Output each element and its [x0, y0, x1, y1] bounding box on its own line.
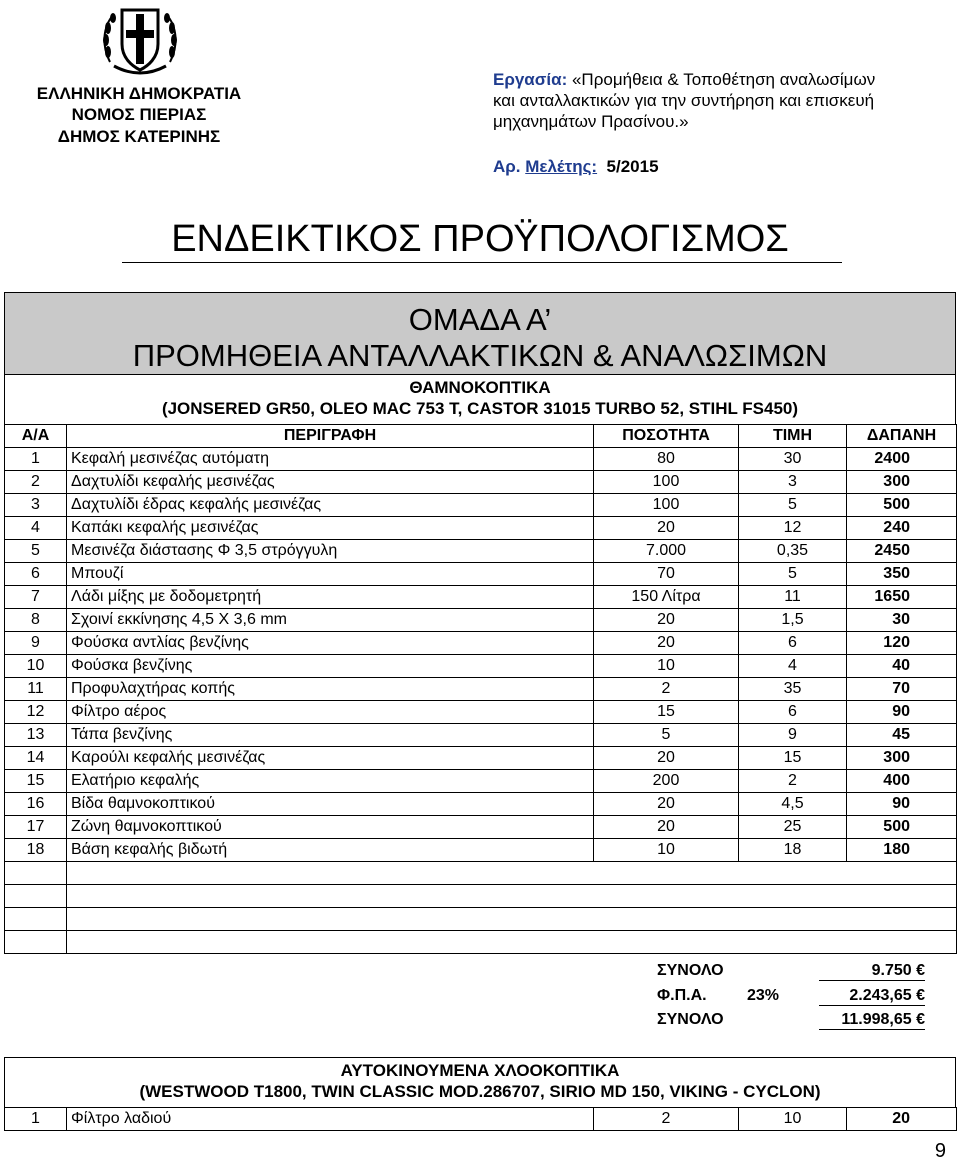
- row-description: Φίλτρο λαδιού: [67, 1108, 594, 1131]
- empty-cell: [67, 908, 594, 931]
- empty-cell: [5, 931, 67, 954]
- table-header-row: [5, 425, 957, 448]
- row-cost: 180: [847, 839, 957, 862]
- table-row: [5, 586, 957, 609]
- row-description: Δαχτυλίδι κεφαλής μεσινέζας: [67, 471, 594, 494]
- authority-line-2: ΝΟΜΟΣ ΠΙΕΡΙΑΣ: [71, 105, 207, 124]
- table-row: [5, 724, 957, 747]
- empty-cell: [67, 885, 594, 908]
- row-quantity: 7.000: [594, 540, 739, 563]
- row-description: Βίδα θαμνοκοπτικού: [67, 793, 594, 816]
- row-number: 2: [5, 471, 67, 494]
- empty-cell: [5, 908, 67, 931]
- row-number: 1: [5, 448, 67, 471]
- row-cost: 40: [847, 655, 957, 678]
- row-quantity: 20: [594, 793, 739, 816]
- row-cost: 400: [847, 770, 957, 793]
- col-header-quantity: ΠΟΣΟΤΗΤΑ: [594, 425, 739, 448]
- row-number: 13: [5, 724, 67, 747]
- row-quantity: 10: [594, 655, 739, 678]
- study-value: 5/2015: [606, 157, 659, 176]
- page-number: 9: [934, 1140, 946, 1162]
- empty-cell: [739, 931, 847, 954]
- empty-cell: [594, 885, 739, 908]
- row-price: 18: [739, 839, 847, 862]
- empty-cell: [67, 931, 594, 954]
- row-description: Προφυλαχτήρας κοπής: [67, 678, 594, 701]
- row-cost: 45: [847, 724, 957, 747]
- row-cost: 1650: [847, 586, 957, 609]
- row-price: 9: [739, 724, 847, 747]
- empty-cell: [847, 931, 957, 954]
- table-row: [5, 494, 957, 517]
- row-number: 11: [5, 678, 67, 701]
- table-row: [5, 839, 957, 862]
- work-text-3: μηχανημάτων Πρασίνου.»: [493, 112, 689, 131]
- work-text-2: και ανταλλακτικών για την συντήρηση και επισκευή: [493, 91, 875, 110]
- table-row: [5, 540, 957, 563]
- row-cost: 500: [847, 816, 957, 839]
- row-number: 16: [5, 793, 67, 816]
- row-description: Φούσκα βενζίνης: [67, 655, 594, 678]
- empty-cell: [847, 862, 957, 885]
- row-quantity: 2: [594, 1108, 739, 1131]
- row-quantity: 20: [594, 816, 739, 839]
- row-cost: 2400: [847, 448, 957, 471]
- section2-subtitle: (WESTWOOD T1800, TWIN CLASSIC MOD.286707, SIRIO MD 150, VIKING - CYCLON): [139, 1082, 821, 1101]
- section1-heading: [4, 374, 956, 424]
- empty-cell: [594, 862, 739, 885]
- row-number: 6: [5, 563, 67, 586]
- row-quantity: 20: [594, 632, 739, 655]
- table-row: [5, 747, 957, 770]
- row-quantity: 100: [594, 471, 739, 494]
- row-number: 18: [5, 839, 67, 862]
- row-quantity: 100: [594, 494, 739, 517]
- total-label: ΣΥΝΟΛΟ: [657, 1011, 724, 1028]
- table-row: [5, 770, 957, 793]
- row-number: 1: [5, 1108, 67, 1131]
- row-quantity: 80: [594, 448, 739, 471]
- row-price: 5: [739, 494, 847, 517]
- table-row: [5, 563, 957, 586]
- authority-line-3: ΔΗΜΟΣ ΚΑΤΕΡΙΝΗΣ: [57, 127, 221, 146]
- row-cost: 90: [847, 701, 957, 724]
- row-price: 35: [739, 678, 847, 701]
- row-description: Ζώνη θαμνοκοπτικού: [67, 816, 594, 839]
- row-cost: 20: [847, 1108, 957, 1131]
- row-description: Μπουζί: [67, 563, 594, 586]
- page-title: ΕΝΔΕΙΚΤΙΚΟΣ ΠΡΟΫΠΟΛΟΓΙΣΜΟΣ: [171, 218, 789, 260]
- vat-label: Φ.Π.Α.: [657, 987, 707, 1004]
- table-row: [5, 816, 957, 839]
- row-quantity: 20: [594, 609, 739, 632]
- row-number: 17: [5, 816, 67, 839]
- row-number: 4: [5, 517, 67, 540]
- row-quantity: 2: [594, 678, 739, 701]
- group-subtitle: ΠΡΟΜΗΘΕΙΑ ΑΝΤΑΛΛΑΚΤΙΚΩΝ & ΑΝΑΛΩΣΙΜΩΝ: [132, 338, 828, 373]
- row-number: 14: [5, 747, 67, 770]
- row-quantity: 200: [594, 770, 739, 793]
- row-description: Καρούλι κεφαλής μεσινέζας: [67, 747, 594, 770]
- row-quantity: 5: [594, 724, 739, 747]
- empty-row: [5, 862, 957, 885]
- row-price: 5: [739, 563, 847, 586]
- group-title: ΟΜΑΔΑ Α’: [408, 302, 552, 337]
- row-description: Τάπα βενζίνης: [67, 724, 594, 747]
- col-header-price: ΤΙΜΗ: [739, 425, 847, 448]
- empty-cell: [5, 862, 67, 885]
- table-row: [5, 655, 957, 678]
- title-underline: [122, 262, 842, 263]
- greek-republic-seal-icon: [100, 2, 180, 78]
- vat-value: 2.243,65 €: [819, 987, 925, 1006]
- row-number: 12: [5, 701, 67, 724]
- empty-cell: [739, 885, 847, 908]
- sum-value: 9.750 €: [819, 962, 925, 981]
- row-cost: 350: [847, 563, 957, 586]
- row-price: 0,35: [739, 540, 847, 563]
- work-description: [493, 69, 953, 132]
- vat-rate: 23%: [747, 987, 780, 1004]
- section2-table: [4, 1107, 957, 1131]
- empty-row: [5, 885, 957, 908]
- row-description: Φούσκα αντλίας βενζίνης: [67, 632, 594, 655]
- row-price: 25: [739, 816, 847, 839]
- row-cost: 70: [847, 678, 957, 701]
- totals-block: [657, 962, 925, 1032]
- row-price: 10: [739, 1108, 847, 1131]
- row-quantity: 70: [594, 563, 739, 586]
- row-price: 6: [739, 701, 847, 724]
- row-quantity: 10: [594, 839, 739, 862]
- section1-table: [4, 424, 957, 954]
- row-quantity: 150 Λίτρα: [594, 586, 739, 609]
- study-label-prefix: Αρ.: [493, 157, 526, 176]
- col-header-description: ΠΕΡΙΓΡΑΦΗ: [67, 425, 594, 448]
- empty-row: [5, 908, 957, 931]
- table-row: [5, 1108, 957, 1131]
- row-description: Κεφαλή μεσινέζας αυτόματη: [67, 448, 594, 471]
- table-row: [5, 448, 957, 471]
- col-header-aa: Α/Α: [5, 425, 67, 448]
- empty-cell: [67, 862, 594, 885]
- study-number: [493, 157, 659, 177]
- work-text-1: «Προμήθεια & Τοποθέτηση αναλωσίμων: [571, 70, 876, 89]
- group-header: [4, 292, 956, 374]
- row-cost: 120: [847, 632, 957, 655]
- row-number: 8: [5, 609, 67, 632]
- row-cost: 2450: [847, 540, 957, 563]
- row-price: 12: [739, 517, 847, 540]
- table-row: [5, 609, 957, 632]
- row-description: Καπάκι κεφαλής μεσινέζας: [67, 517, 594, 540]
- empty-cell: [594, 931, 739, 954]
- row-price: 1,5: [739, 609, 847, 632]
- row-price: 2: [739, 770, 847, 793]
- row-number: 3: [5, 494, 67, 517]
- row-description: Μεσινέζα διάστασης Φ 3,5 στρόγγυλη: [67, 540, 594, 563]
- row-description: Δαχτυλίδι έδρας κεφαλής μεσινέζας: [67, 494, 594, 517]
- authority-line-1: ΕΛΛΗΝΙΚΗ ΔΗΜΟΚΡΑΤΙΑ: [36, 84, 242, 103]
- table-row: [5, 632, 957, 655]
- empty-cell: [5, 885, 67, 908]
- row-price: 30: [739, 448, 847, 471]
- row-cost: 300: [847, 747, 957, 770]
- row-description: Σχοινί εκκίνησης 4,5 Χ 3,6 mm: [67, 609, 594, 632]
- empty-cell: [739, 908, 847, 931]
- section2-title: ΑΥΤΟΚΙΝΟΥΜΕΝΑ ΧΛΟΟΚΟΠΤΙΚΑ: [340, 1061, 620, 1080]
- row-description: Λάδι μίξης με δοδομετρητή: [67, 586, 594, 609]
- row-price: 6: [739, 632, 847, 655]
- row-description: Βάση κεφαλής βιδωτή: [67, 839, 594, 862]
- empty-cell: [594, 908, 739, 931]
- row-number: 5: [5, 540, 67, 563]
- work-label: Εργασία:: [493, 70, 568, 89]
- row-description: Φίλτρο αέρος: [67, 701, 594, 724]
- empty-cell: [847, 885, 957, 908]
- row-quantity: 15: [594, 701, 739, 724]
- table-row: [5, 678, 957, 701]
- sum-label: ΣΥΝΟΛΟ: [657, 962, 724, 979]
- table-row: [5, 793, 957, 816]
- section2-heading: [4, 1057, 956, 1107]
- table-row: [5, 517, 957, 540]
- row-cost: 30: [847, 609, 957, 632]
- empty-row: [5, 931, 957, 954]
- row-price: 11: [739, 586, 847, 609]
- table-row: [5, 701, 957, 724]
- col-header-cost: ΔΑΠΑΝΗ: [847, 425, 957, 448]
- row-cost: 300: [847, 471, 957, 494]
- section1-subtitle: (JONSERED GR50, OLEO MAC 753 T, CASTOR 31015 TURBO 52, STIHL FS450): [161, 399, 799, 418]
- row-quantity: 20: [594, 517, 739, 540]
- study-label: Μελέτης:: [525, 157, 598, 176]
- row-number: 9: [5, 632, 67, 655]
- row-number: 7: [5, 586, 67, 609]
- row-cost: 240: [847, 517, 957, 540]
- table-row: [5, 471, 957, 494]
- row-price: 15: [739, 747, 847, 770]
- row-price: 4: [739, 655, 847, 678]
- row-price: 4,5: [739, 793, 847, 816]
- row-price: 3: [739, 471, 847, 494]
- section1-title: ΘΑΜΝΟΚΟΠΤΙΚΑ: [409, 378, 551, 397]
- empty-cell: [847, 908, 957, 931]
- row-number: 10: [5, 655, 67, 678]
- row-description: Ελατήριο κεφαλής: [67, 770, 594, 793]
- row-number: 15: [5, 770, 67, 793]
- row-quantity: 20: [594, 747, 739, 770]
- total-value: 11.998,65 €: [819, 1011, 925, 1030]
- row-cost: 90: [847, 793, 957, 816]
- row-cost: 500: [847, 494, 957, 517]
- empty-cell: [739, 862, 847, 885]
